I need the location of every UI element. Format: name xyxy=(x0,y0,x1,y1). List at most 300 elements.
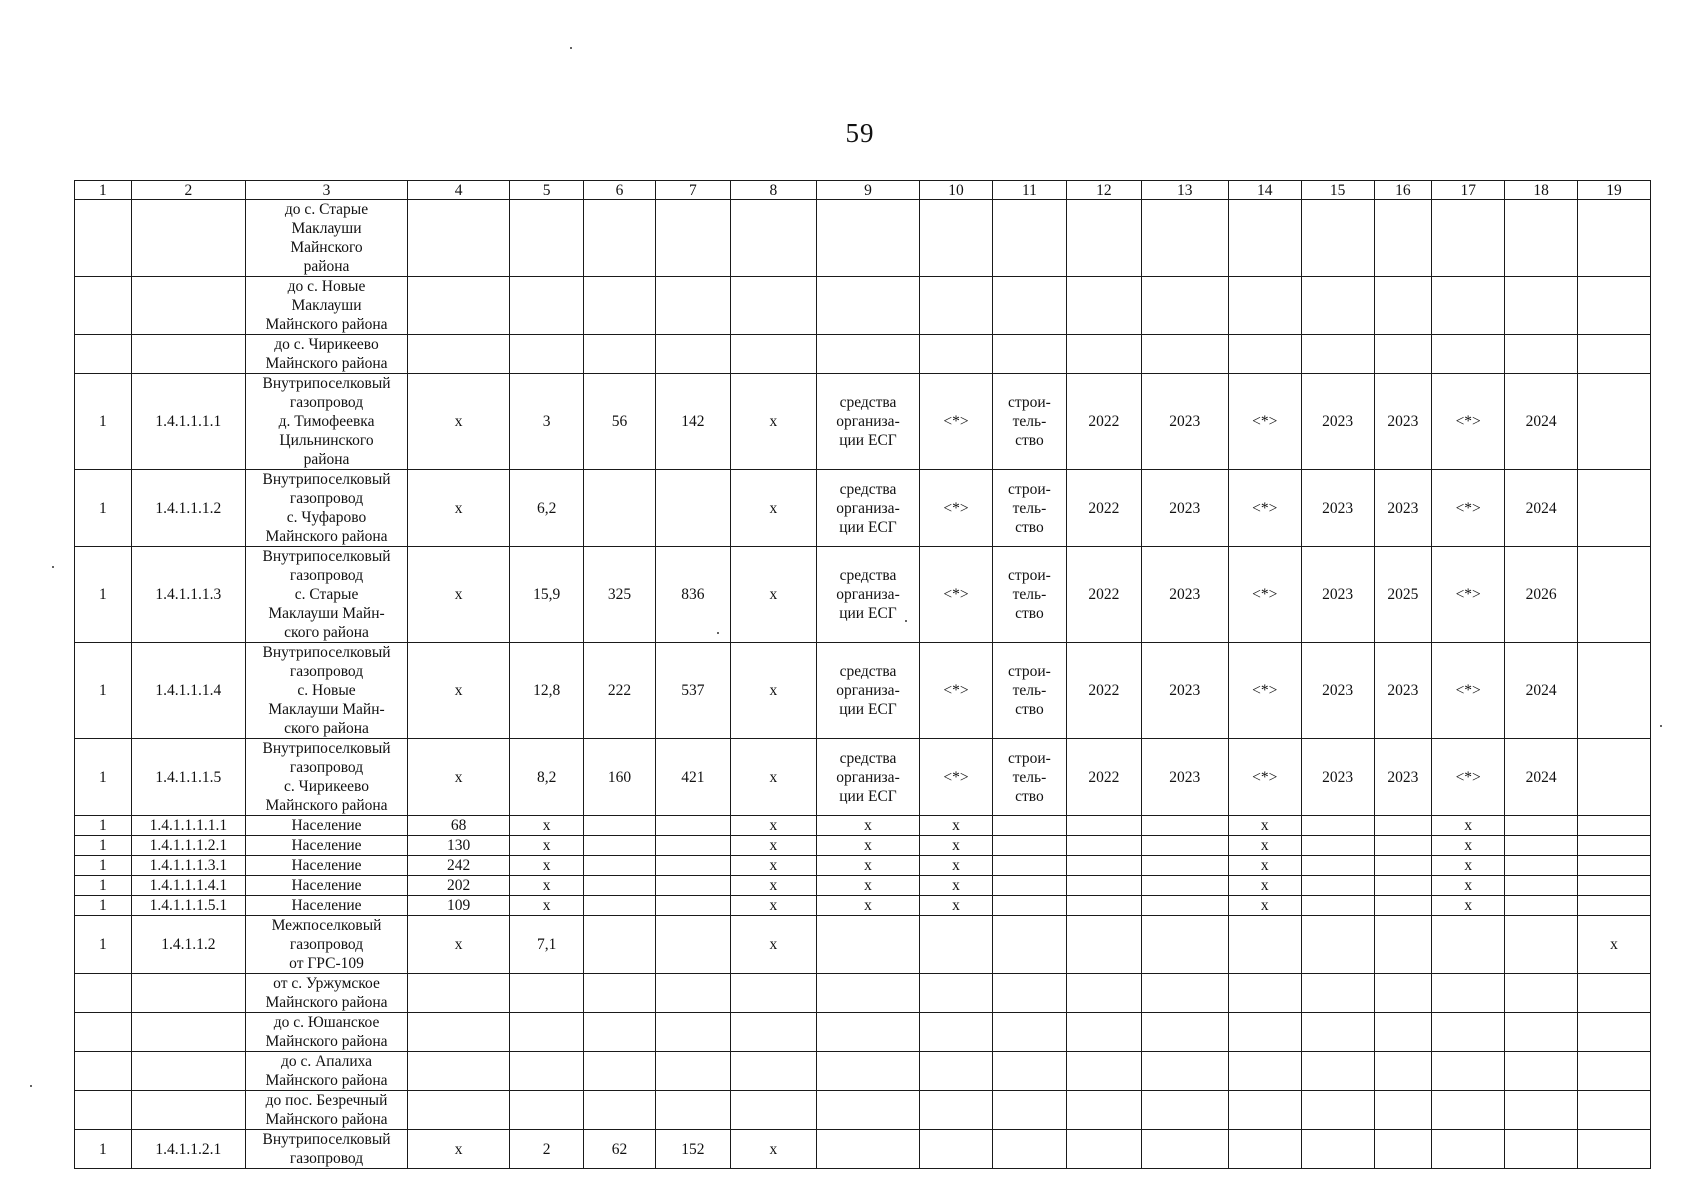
table-cell-col-3: Население xyxy=(246,896,408,916)
scan-speck xyxy=(30,1085,32,1087)
table-cell-col-6 xyxy=(584,470,656,547)
table-cell-col-2: 1.4.1.1.1.5.1 xyxy=(131,896,245,916)
table-cell-col-17: х xyxy=(1432,816,1505,836)
scan-speck xyxy=(905,620,907,622)
table-cell-col-15 xyxy=(1301,1013,1374,1052)
table-cell-col-1 xyxy=(75,277,132,335)
table-cell-col-18 xyxy=(1505,1091,1578,1130)
table-cell-col-8: х xyxy=(730,916,816,974)
table-cell-col-5: 6,2 xyxy=(510,470,584,547)
table-cell-col-16: 2023 xyxy=(1374,643,1432,739)
table-cell-col-17 xyxy=(1432,1091,1505,1130)
column-header-18: 18 xyxy=(1505,181,1578,200)
table-cell-col-10: <*> xyxy=(920,739,993,816)
table-cell-col-12 xyxy=(1066,916,1141,974)
table-cell-col-8 xyxy=(730,335,816,374)
table-row xyxy=(75,1130,1651,1169)
table-cell-col-1: 1 xyxy=(75,856,132,876)
table-cell-col-8: х xyxy=(730,816,816,836)
table-cell-col-3: до с. Юшанское Майнского района xyxy=(246,1013,408,1052)
table-cell-col-11: строи- тель- ство xyxy=(992,643,1066,739)
table-cell-col-11 xyxy=(992,1091,1066,1130)
table-cell-col-12: 2022 xyxy=(1066,374,1141,470)
table-cell-col-12 xyxy=(1066,896,1141,916)
table-cell-col-2: 1.4.1.1.1.3.1 xyxy=(131,856,245,876)
table-cell-col-18: 2024 xyxy=(1505,739,1578,816)
table-cell-col-10: х xyxy=(920,816,993,836)
table-cell-col-3: Внутрипоселковый газопровод с. Старые Маклауши Майн- ского района xyxy=(246,547,408,643)
table-cell-col-1: 1 xyxy=(75,916,132,974)
table-cell-col-14 xyxy=(1228,974,1301,1013)
table-cell-col-15 xyxy=(1301,974,1374,1013)
table-cell-col-6 xyxy=(584,277,656,335)
table-cell-col-13 xyxy=(1141,1130,1228,1169)
table-cell-col-15: 2023 xyxy=(1301,547,1374,643)
table-cell-col-8: х xyxy=(730,856,816,876)
table-cell-col-15 xyxy=(1301,1052,1374,1091)
table-cell-col-12 xyxy=(1066,1013,1141,1052)
table-cell-col-4: х xyxy=(407,547,509,643)
table-cell-col-4: х xyxy=(407,374,509,470)
table-cell-col-17 xyxy=(1432,1013,1505,1052)
table-cell-col-12 xyxy=(1066,277,1141,335)
table-cell-col-10: <*> xyxy=(920,374,993,470)
table-cell-col-2: 1.4.1.1.2 xyxy=(131,916,245,974)
table-cell-col-7 xyxy=(655,896,730,916)
table-cell-col-4: х xyxy=(407,916,509,974)
table-row xyxy=(75,277,1651,335)
table-cell-col-11: строи- тель- ство xyxy=(992,374,1066,470)
scan-speck xyxy=(52,566,54,568)
column-header-13: 13 xyxy=(1141,181,1228,200)
table-cell-col-16 xyxy=(1374,836,1432,856)
column-header-6: 6 xyxy=(584,181,656,200)
table-cell-col-13 xyxy=(1141,1013,1228,1052)
table-cell-col-12: 2022 xyxy=(1066,643,1141,739)
table-cell-col-4: 109 xyxy=(407,896,509,916)
table-cell-col-5: х xyxy=(510,816,584,836)
table-cell-col-18 xyxy=(1505,1013,1578,1052)
column-header-12: 12 xyxy=(1066,181,1141,200)
table-cell-col-7 xyxy=(655,974,730,1013)
table-cell-col-14 xyxy=(1228,916,1301,974)
table-cell-col-17 xyxy=(1432,1052,1505,1091)
column-header-17: 17 xyxy=(1432,181,1505,200)
table-body xyxy=(75,200,1651,1169)
table-cell-col-11 xyxy=(992,836,1066,856)
table-cell-col-16 xyxy=(1374,816,1432,836)
table-cell-col-3: Население xyxy=(246,876,408,896)
table-cell-col-3: Население xyxy=(246,856,408,876)
table-cell-col-8: х xyxy=(730,643,816,739)
table-cell-col-18 xyxy=(1505,916,1578,974)
table-cell-col-15 xyxy=(1301,200,1374,277)
table-cell-col-11 xyxy=(992,876,1066,896)
table-cell-col-19 xyxy=(1578,335,1651,374)
table-cell-col-10 xyxy=(920,1130,993,1169)
table-cell-col-6 xyxy=(584,1091,656,1130)
table-cell-col-3: до с. Старые Маклауши Майнского района xyxy=(246,200,408,277)
table-cell-col-13 xyxy=(1141,816,1228,836)
table-cell-col-4: 202 xyxy=(407,876,509,896)
table-cell-col-11 xyxy=(992,1130,1066,1169)
table-cell-col-14 xyxy=(1228,335,1301,374)
table-cell-col-14: <*> xyxy=(1228,547,1301,643)
table-row xyxy=(75,896,1651,916)
table-cell-col-19 xyxy=(1578,816,1651,836)
table-cell-col-19 xyxy=(1578,896,1651,916)
table-cell-col-13: 2023 xyxy=(1141,374,1228,470)
table-cell-col-15 xyxy=(1301,876,1374,896)
table-cell-col-1 xyxy=(75,1091,132,1130)
table-row xyxy=(75,1091,1651,1130)
table-cell-col-8: х xyxy=(730,836,816,856)
table-cell-col-6 xyxy=(584,876,656,896)
table-cell-col-12 xyxy=(1066,335,1141,374)
table-cell-col-6 xyxy=(584,896,656,916)
table-cell-col-5: 2 xyxy=(510,1130,584,1169)
table-cell-col-12 xyxy=(1066,816,1141,836)
table-cell-col-3: до пос. Безречный Майнского района xyxy=(246,1091,408,1130)
table-cell-col-14: х xyxy=(1228,836,1301,856)
table-cell-col-7: 421 xyxy=(655,739,730,816)
table-cell-col-18 xyxy=(1505,1130,1578,1169)
table-cell-col-16 xyxy=(1374,200,1432,277)
table-cell-col-18 xyxy=(1505,876,1578,896)
table-cell-col-2 xyxy=(131,1052,245,1091)
table-cell-col-4: х xyxy=(407,739,509,816)
column-header-14: 14 xyxy=(1228,181,1301,200)
table-cell-col-3: от с. Уржумское Майнского района xyxy=(246,974,408,1013)
table-cell-col-5: 7,1 xyxy=(510,916,584,974)
table-cell-col-12: 2022 xyxy=(1066,739,1141,816)
table-cell-col-4: х xyxy=(407,643,509,739)
table-cell-col-9: х xyxy=(816,816,919,836)
table-cell-col-9: х xyxy=(816,836,919,856)
table-cell-col-16 xyxy=(1374,896,1432,916)
table-cell-col-1: 1 xyxy=(75,643,132,739)
table-cell-col-9 xyxy=(816,1052,919,1091)
table-cell-col-16 xyxy=(1374,335,1432,374)
table-cell-col-12: 2022 xyxy=(1066,547,1141,643)
table-cell-col-2 xyxy=(131,1091,245,1130)
table-cell-col-19 xyxy=(1578,374,1651,470)
table-cell-col-9: средства организа- ции ЕСГ xyxy=(816,643,919,739)
table-cell-col-18 xyxy=(1505,974,1578,1013)
table-cell-col-3: Внутрипоселковый газопровод д. Тимофеевка Цильнинского района xyxy=(246,374,408,470)
table-cell-col-5 xyxy=(510,277,584,335)
table-cell-col-15 xyxy=(1301,916,1374,974)
table-cell-col-14: х xyxy=(1228,856,1301,876)
table-cell-col-11: строи- тель- ство xyxy=(992,547,1066,643)
table-cell-col-17: х xyxy=(1432,876,1505,896)
table-cell-col-18: 2024 xyxy=(1505,470,1578,547)
table-cell-col-18 xyxy=(1505,1052,1578,1091)
table-cell-col-1: 1 xyxy=(75,547,132,643)
scan-speck xyxy=(570,47,572,49)
table-cell-col-2: 1.4.1.1.1.2 xyxy=(131,470,245,547)
table-cell-col-4: х xyxy=(407,470,509,547)
table-cell-col-13 xyxy=(1141,335,1228,374)
column-header-1: 1 xyxy=(75,181,132,200)
table-cell-col-2: 1.4.1.1.1.5 xyxy=(131,739,245,816)
table-cell-col-10 xyxy=(920,200,993,277)
table-cell-col-2: 1.4.1.1.2.1 xyxy=(131,1130,245,1169)
table-cell-col-2 xyxy=(131,200,245,277)
table-cell-col-17: <*> xyxy=(1432,643,1505,739)
table-cell-col-16: 2023 xyxy=(1374,470,1432,547)
table-cell-col-7 xyxy=(655,836,730,856)
table-cell-col-17 xyxy=(1432,335,1505,374)
table-cell-col-15: 2023 xyxy=(1301,470,1374,547)
table-cell-col-6 xyxy=(584,836,656,856)
table-cell-col-16: 2023 xyxy=(1374,374,1432,470)
table-row xyxy=(75,856,1651,876)
table-cell-col-16 xyxy=(1374,1052,1432,1091)
table-row xyxy=(75,374,1651,470)
table-cell-col-14: х xyxy=(1228,816,1301,836)
table-cell-col-1: 1 xyxy=(75,374,132,470)
table-cell-col-11 xyxy=(992,277,1066,335)
table-cell-col-5 xyxy=(510,335,584,374)
table-cell-col-13: 2023 xyxy=(1141,643,1228,739)
table-cell-col-14 xyxy=(1228,1130,1301,1169)
column-header-8: 8 xyxy=(730,181,816,200)
column-header-3: 3 xyxy=(246,181,408,200)
column-header-7: 7 xyxy=(655,181,730,200)
table-cell-col-4 xyxy=(407,335,509,374)
table-cell-col-17: <*> xyxy=(1432,547,1505,643)
table-cell-col-12 xyxy=(1066,876,1141,896)
table-cell-col-10 xyxy=(920,916,993,974)
table-row xyxy=(75,816,1651,836)
table-cell-col-7 xyxy=(655,856,730,876)
table-cell-col-7 xyxy=(655,1013,730,1052)
table-cell-col-18: 2024 xyxy=(1505,374,1578,470)
table-cell-col-19 xyxy=(1578,1130,1651,1169)
table-cell-col-14 xyxy=(1228,200,1301,277)
table-cell-col-14 xyxy=(1228,1091,1301,1130)
table-cell-col-16 xyxy=(1374,1091,1432,1130)
table-cell-col-15 xyxy=(1301,335,1374,374)
table-cell-col-9: средства организа- ции ЕСГ xyxy=(816,547,919,643)
table-row xyxy=(75,643,1651,739)
table-cell-col-17: <*> xyxy=(1432,470,1505,547)
table-cell-col-19: х xyxy=(1578,916,1651,974)
table-cell-col-16: 2023 xyxy=(1374,739,1432,816)
table-cell-col-5: х xyxy=(510,856,584,876)
table-cell-col-7: 152 xyxy=(655,1130,730,1169)
table-cell-col-8: х xyxy=(730,896,816,916)
scan-speck xyxy=(717,632,719,634)
table-cell-col-18 xyxy=(1505,277,1578,335)
table-cell-col-12 xyxy=(1066,856,1141,876)
table-cell-col-4: 242 xyxy=(407,856,509,876)
table-cell-col-3: Межпоселковый газопровод от ГРС-109 xyxy=(246,916,408,974)
table-cell-col-19 xyxy=(1578,547,1651,643)
table-cell-col-8 xyxy=(730,974,816,1013)
table-cell-col-9 xyxy=(816,277,919,335)
table-cell-col-5: х xyxy=(510,876,584,896)
table-cell-col-14: <*> xyxy=(1228,470,1301,547)
table-cell-col-2: 1.4.1.1.1.4 xyxy=(131,643,245,739)
table-cell-col-7 xyxy=(655,200,730,277)
table-cell-col-8: х xyxy=(730,374,816,470)
table-cell-col-5 xyxy=(510,1091,584,1130)
table-cell-col-15: 2023 xyxy=(1301,374,1374,470)
table-cell-col-3: Внутрипоселковый газопровод с. Новые Маклауши Майн- ского района xyxy=(246,643,408,739)
table-cell-col-4 xyxy=(407,200,509,277)
table-cell-col-7 xyxy=(655,277,730,335)
table-cell-col-11 xyxy=(992,816,1066,836)
table-cell-col-15 xyxy=(1301,896,1374,916)
data-table xyxy=(74,180,1651,1169)
table-cell-col-1: 1 xyxy=(75,739,132,816)
table-cell-col-14: х xyxy=(1228,876,1301,896)
table-cell-col-13 xyxy=(1141,876,1228,896)
table-cell-col-19 xyxy=(1578,643,1651,739)
table-cell-col-8: х xyxy=(730,1130,816,1169)
table-cell-col-2 xyxy=(131,974,245,1013)
table-cell-col-16 xyxy=(1374,1130,1432,1169)
table-row xyxy=(75,335,1651,374)
table-cell-col-7: 836 xyxy=(655,547,730,643)
scan-speck xyxy=(1660,725,1662,727)
table-cell-col-12 xyxy=(1066,974,1141,1013)
table-cell-col-6: 325 xyxy=(584,547,656,643)
table-cell-col-14: <*> xyxy=(1228,739,1301,816)
table-cell-col-4: 68 xyxy=(407,816,509,836)
table-cell-col-15 xyxy=(1301,1091,1374,1130)
table-cell-col-8 xyxy=(730,277,816,335)
table-cell-col-3: до с. Чирикеево Майнского района xyxy=(246,335,408,374)
table-cell-col-9: средства организа- ции ЕСГ xyxy=(816,739,919,816)
table-cell-col-10: х xyxy=(920,836,993,856)
table-cell-col-8 xyxy=(730,1052,816,1091)
table-cell-col-18 xyxy=(1505,200,1578,277)
table-cell-col-2 xyxy=(131,335,245,374)
table-cell-col-6 xyxy=(584,856,656,876)
table-cell-col-10: <*> xyxy=(920,547,993,643)
table-cell-col-14 xyxy=(1228,1052,1301,1091)
table-cell-col-1: 1 xyxy=(75,470,132,547)
table-cell-col-1: 1 xyxy=(75,836,132,856)
column-header-15: 15 xyxy=(1301,181,1374,200)
table-cell-col-3: до с. Апалиха Майнского района xyxy=(246,1052,408,1091)
table-cell-col-4: 130 xyxy=(407,836,509,856)
table-cell-col-13 xyxy=(1141,896,1228,916)
table-cell-col-2 xyxy=(131,1013,245,1052)
table-cell-col-13: 2023 xyxy=(1141,547,1228,643)
table-cell-col-9: средства организа- ции ЕСГ xyxy=(816,470,919,547)
table-row xyxy=(75,836,1651,856)
table-cell-col-19 xyxy=(1578,739,1651,816)
table-cell-col-4 xyxy=(407,1052,509,1091)
table-cell-col-6 xyxy=(584,200,656,277)
table-cell-col-18 xyxy=(1505,335,1578,374)
table-cell-col-3: Население xyxy=(246,836,408,856)
table-cell-col-1 xyxy=(75,1013,132,1052)
table-cell-col-2: 1.4.1.1.1.2.1 xyxy=(131,836,245,856)
table-cell-col-1: 1 xyxy=(75,1130,132,1169)
table-cell-col-3: Население xyxy=(246,816,408,836)
table-row xyxy=(75,1013,1651,1052)
table-cell-col-12 xyxy=(1066,836,1141,856)
table-cell-col-10 xyxy=(920,335,993,374)
table-cell-col-8: х xyxy=(730,876,816,896)
table-cell-col-11 xyxy=(992,1052,1066,1091)
table-cell-col-10 xyxy=(920,1091,993,1130)
table-cell-col-4 xyxy=(407,1013,509,1052)
table-cell-col-5: 15,9 xyxy=(510,547,584,643)
table-cell-col-2: 1.4.1.1.1.1.1 xyxy=(131,816,245,836)
table-cell-col-5: х xyxy=(510,896,584,916)
table-cell-col-5 xyxy=(510,200,584,277)
table-cell-col-5 xyxy=(510,974,584,1013)
table-cell-col-10: х xyxy=(920,896,993,916)
table-cell-col-17 xyxy=(1432,916,1505,974)
table-cell-col-19 xyxy=(1578,836,1651,856)
table-cell-col-19 xyxy=(1578,1013,1651,1052)
table-cell-col-19 xyxy=(1578,470,1651,547)
table-cell-col-11: строи- тель- ство xyxy=(992,470,1066,547)
table-cell-col-11 xyxy=(992,335,1066,374)
table-cell-col-9 xyxy=(816,1013,919,1052)
table-cell-col-6: 62 xyxy=(584,1130,656,1169)
table-cell-col-12: 2022 xyxy=(1066,470,1141,547)
table-cell-col-9: х xyxy=(816,876,919,896)
table-cell-col-4: х xyxy=(407,1130,509,1169)
table-row xyxy=(75,1052,1651,1091)
table-cell-col-6 xyxy=(584,1013,656,1052)
table-cell-col-17 xyxy=(1432,200,1505,277)
table-cell-col-1: 1 xyxy=(75,816,132,836)
table-cell-col-10: <*> xyxy=(920,470,993,547)
table-cell-col-10 xyxy=(920,277,993,335)
column-header-5: 5 xyxy=(510,181,584,200)
table-cell-col-13 xyxy=(1141,916,1228,974)
table-cell-col-11 xyxy=(992,856,1066,876)
table-cell-col-14: х xyxy=(1228,896,1301,916)
column-header-19: 19 xyxy=(1578,181,1651,200)
table-cell-col-17 xyxy=(1432,277,1505,335)
table-cell-col-3: Внутрипоселковый газопровод с. Чуфарово Майнского района xyxy=(246,470,408,547)
table-cell-col-18 xyxy=(1505,836,1578,856)
column-header-10: 10 xyxy=(920,181,993,200)
table-row xyxy=(75,739,1651,816)
table-cell-col-16 xyxy=(1374,876,1432,896)
table-cell-col-17 xyxy=(1432,974,1505,1013)
table-cell-col-19 xyxy=(1578,1091,1651,1130)
table-cell-col-10 xyxy=(920,1052,993,1091)
table-cell-col-16 xyxy=(1374,916,1432,974)
table-cell-col-3: Внутрипоселковый газопровод xyxy=(246,1130,408,1169)
table-cell-col-17: х xyxy=(1432,856,1505,876)
table-cell-col-7 xyxy=(655,816,730,836)
table-cell-col-13 xyxy=(1141,200,1228,277)
table-cell-col-8 xyxy=(730,1091,816,1130)
table-cell-col-2: 1.4.1.1.1.1 xyxy=(131,374,245,470)
table-cell-col-16 xyxy=(1374,277,1432,335)
table-cell-col-8: х xyxy=(730,547,816,643)
table-cell-col-13 xyxy=(1141,836,1228,856)
table-cell-col-15: 2023 xyxy=(1301,643,1374,739)
table-row xyxy=(75,200,1651,277)
table-cell-col-8 xyxy=(730,1013,816,1052)
column-header-9: 9 xyxy=(816,181,919,200)
column-header-2: 2 xyxy=(131,181,245,200)
table-cell-col-5: 12,8 xyxy=(510,643,584,739)
